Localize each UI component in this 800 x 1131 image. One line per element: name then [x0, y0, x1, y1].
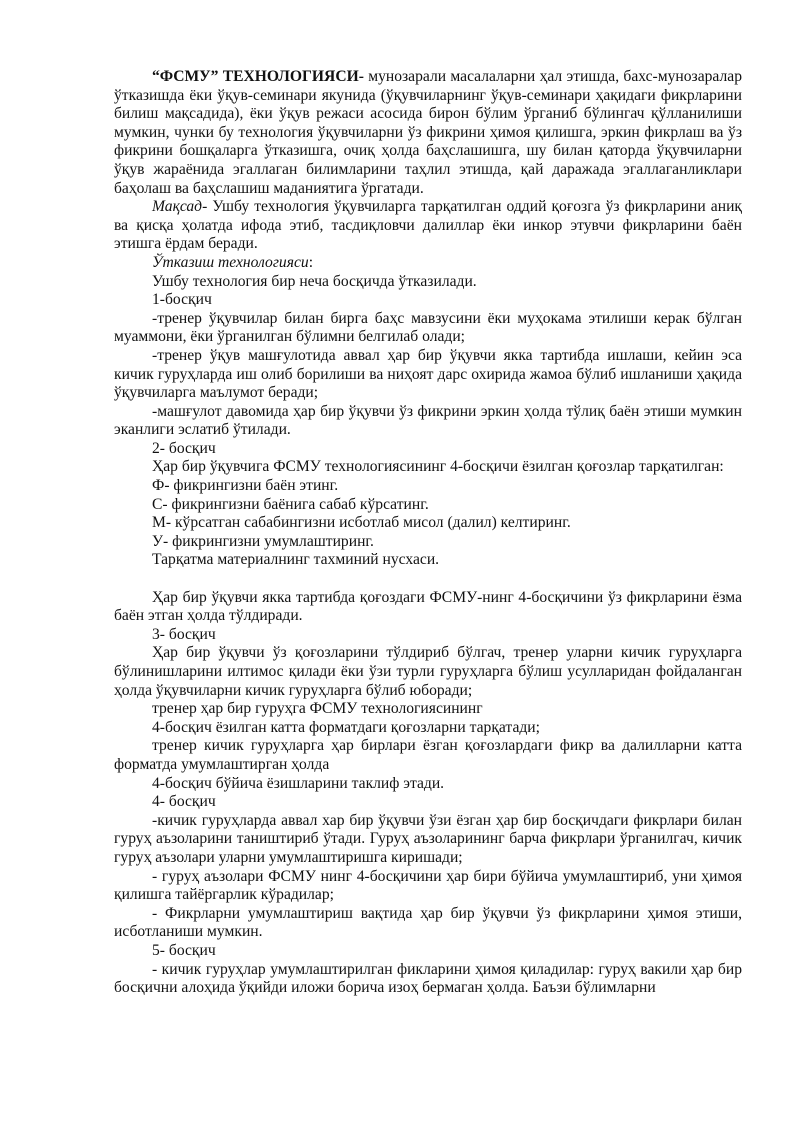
goal-text: Ушбу технология ўқувчиларга тарқатилган оддий қоғозга ўз фикрларини аниқ ва қисқа ҳолатда ифода этиб, тасдиқловчи далиллар ёки инкор этувчи фикрларини баён этишга ёрдам беради. — [114, 198, 742, 253]
stage4-item: - Фикрларни умумлаштириш вақтида ҳар бир ўқувчи ўз фикрларини ҳимоя этиши, исботланиши мумкин. — [114, 904, 742, 941]
stage1-item: -машғулот давомида ҳар бир ўқувчи ўз фикрини эркин ҳолда тўлиқ баён этиши мумкин эканлиги эслатиб ўтилади. — [114, 402, 742, 439]
stage3-item: Ҳар бир ўқувчи ўз қоғозларини тўлдириб бўлгач, тренер уларни кичик гуруҳларга бўлинишларини илтимос қилади ёки ўзи турли гуруҳларга бўлиш усулларидан фойдаланган ҳолда ўқувчиларни кичик гуруҳларга бўлиб юборади; — [114, 644, 742, 699]
stage3-item: 4-босқич бўйича ёзишларини таклиф этади. — [152, 774, 445, 792]
goal-paragraph — [114, 198, 742, 254]
stage2-after: Ҳар бир ўқувчи якка тартибда қоғоздаги ФСМУ-нинг 4-босқичини ўз фикрларини ёзма баён этган ҳолда тўлдиради. — [114, 588, 742, 625]
stage1-item: -тренер ўқув машғулотида аввал ҳар бир ўқувчи якка тартибда ишлаши, кейин эса кичик гуруҳларда иш олиб борилиши ва ниҳоят дарс охирида жамоа бўлиб ишланиши ҳақида ўқувчиларга маълумот беради; — [114, 346, 742, 402]
procedure-intro: Ушбу технология бир неча босқичда ўтказилади. — [152, 272, 477, 290]
stage4-item: -кичик гуруҳларда аввал хар бир ўқувчи ўзи ёзган ҳар бир босқичдаги фикрлари билан гуруҳ аъзоларини таништириб ўтади. Гуруҳ аъзоларининг барча фикрлари ўрганилгач, кичик гуруҳ аъзолари уларни умумлаштиришга киришади; — [114, 811, 742, 866]
stage2-prompt: У- фикрингизни умумлаштиринг. — [152, 532, 374, 550]
blank-line — [114, 570, 742, 589]
stage1-title: 1-босқич — [152, 291, 212, 309]
stage2-prompt: М- кўрсатган сабабингизни исботлаб мисол (далил) келтиринг. — [152, 514, 571, 532]
intro-paragraph — [114, 68, 742, 198]
technology-term: “ФСМУ” ТЕХНОЛОГИЯСИ- — [152, 68, 364, 85]
procedure-label: Ўтказиш технологияси — [152, 253, 309, 271]
procedure-suffix: : — [308, 253, 314, 271]
stage3-title: 3- босқич — [152, 625, 216, 643]
stage1-item: -тренер ўқувчилар билан бирга баҳс мавзусини ёки муҳокама этилиши керак бўлган муаммони, ёки ўрганилган бўлимни белгилаб олади; — [114, 309, 742, 346]
stage2-prompt: С- фикрингизни баёнига сабаб кўрсатинг. — [152, 495, 429, 513]
goal-label: Мақсад- — [152, 198, 208, 216]
stage3-item: тренер ҳар бир гуруҳга ФСМУ технологиясининг — [152, 700, 483, 718]
stage3-item: 4-босқич ёзилган катта форматдаги қоғозларни тарқатади; — [152, 718, 540, 736]
stage2-title: 2- босқич — [152, 439, 216, 457]
intro-text: мунозарали масалаларни ҳал этишда, бахс-мунозаралар ўтказишда ёки ўқув-семинари якунида (ўқувчиларнинг ўқув-семинари ҳақидаги фикрларини билиш мақсадида), ёки ўқув режаси асосида бирон бўлим ўрганиб бўлингач қўлланилиши мумкин, чунки бу технология ўқувчиларни ўз фикрини ҳимоя қилишга, эркин фикрлаш ва ўз фикрини бошқаларга ўтказишга, очиқ ҳолда баҳслашишга, шу билан қаторда ўқувчиларни ўқув жараёнида эгаллаган билимларини таҳлил этишда, қай даражада эгаллаганликлари баҳолаш ва баҳслашиш маданиятига ўргатади. — [114, 68, 742, 197]
document-body — [114, 68, 742, 998]
stage4-item: - гуруҳ аъзолари ФСМУ нинг 4-босқичини ҳар бири бўйича умумлаштириб, уни ҳимоя қилишга тайёргарлик кўрадилар; — [114, 867, 742, 904]
stage2-prompt: Ф- фикрингизни баён этинг. — [152, 477, 339, 495]
stage5-item: - кичик гуруҳлар умумлаштирилган фикларини ҳимоя қиладилар: гуруҳ вакили ҳар бир босқични алоҳида ўқийди иложи борича изоҳ бермаган ҳолда. Баъзи бўлимларни — [114, 960, 742, 997]
procedure-heading — [114, 254, 742, 273]
stage2-lead: Ҳар бир ўқувчига ФСМУ технологиясининг 4-босқичи ёзилган қоғозлар тарқатилган: — [152, 458, 724, 476]
stage4-title: 4- босқич — [152, 793, 216, 811]
stage3-item: тренер кичик гуруҳларга ҳар бирлари ёзган қоғозлардаги фикр ва далилларни катта форматда умумлаштирган ҳолда — [114, 737, 742, 773]
stage5-title: 5- босқич — [152, 941, 216, 959]
stage2-sample: Тарқатма материалнинг тахминий нусхаси. — [152, 551, 440, 569]
